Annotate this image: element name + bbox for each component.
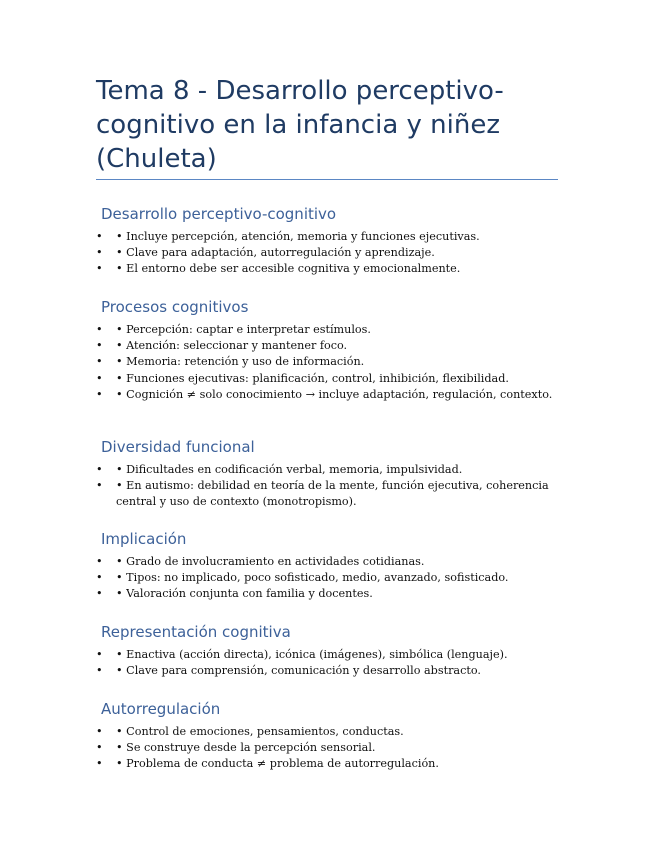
list-item: • • Cognición ≠ solo conocimiento → incluye adaptación, regulación, contexto. xyxy=(96,387,566,403)
section-heading xyxy=(96,529,566,551)
page-title: Tema 8 - Desarrollo perceptivo-cognitivo en la infancia y niñez (Chuleta) xyxy=(96,76,504,174)
bullet-marker: • xyxy=(96,323,103,336)
bullet-marker: • xyxy=(96,355,103,369)
section-heading xyxy=(96,699,566,721)
bullet-marker: • xyxy=(96,262,103,276)
title-divider xyxy=(96,179,558,180)
bullet-list xyxy=(96,724,566,773)
bullet-list xyxy=(96,462,566,511)
list-item: • • Memoria: retención y uso de información. xyxy=(96,354,566,370)
bullet-list xyxy=(96,647,566,679)
bullet-marker: • xyxy=(96,463,103,476)
section-autorregulacion xyxy=(96,699,566,773)
list-item: • • Percepción: captar e interpretar estímulos. xyxy=(96,322,566,338)
section-representacion xyxy=(96,622,566,679)
section-implicacion xyxy=(96,529,566,603)
list-item: • • Atención: seleccionar y mantener foco. xyxy=(96,338,566,354)
bullet-marker: • xyxy=(96,648,103,661)
section-heading xyxy=(96,204,566,226)
bullet-marker: • xyxy=(96,479,103,493)
list-item: • • Incluye percepción, atención, memoria y funciones ejecutivas. xyxy=(96,229,566,245)
list-item: • • Control de emociones, pensamientos, conductas. xyxy=(96,724,566,740)
bullet-marker: • xyxy=(96,246,103,260)
list-item: • • Clave para adaptación, autorregulación y aprendizaje. xyxy=(96,245,566,261)
section-heading-text: Autorregulación xyxy=(101,700,221,718)
bullet-marker: • xyxy=(96,664,103,678)
section-heading xyxy=(96,297,566,319)
bullet-marker: • xyxy=(96,387,103,401)
section-heading-text: Representación cognitiva xyxy=(101,623,291,641)
list-item: • • Enactiva (acción directa), icónica (imágenes), simbólica (lenguaje). xyxy=(96,647,566,663)
bullet-list xyxy=(96,554,566,603)
section-heading-text: Desarrollo perceptivo-cognitivo xyxy=(101,205,337,223)
list-item: • • Valoración conjunta con familia y docentes. xyxy=(96,586,566,602)
bullet-marker: • xyxy=(96,741,103,755)
list-item: • • Dificultades en codificación verbal, memoria, impulsividad. xyxy=(96,462,566,478)
section-diversidad xyxy=(96,437,566,511)
list-item: • • Grado de involucramiento en actividades cotidianas. xyxy=(96,554,566,570)
bullet-marker: • xyxy=(96,230,103,243)
section-heading-text: Procesos cognitivos xyxy=(101,298,249,316)
list-item: • • Funciones ejecutivas: planificación, control, inhibición, flexibilidad. xyxy=(96,371,566,387)
bullet-list xyxy=(96,322,566,403)
list-item: • • Clave para comprensión, comunicación y desarrollo abstracto. xyxy=(96,663,566,679)
list-item: • • Tipos: no implicado, poco sofisticado, medio, avanzado, sofisticado. xyxy=(96,570,566,586)
section-heading xyxy=(96,437,566,459)
bullet-list xyxy=(96,229,566,278)
bullet-marker: • xyxy=(96,571,103,585)
bullet-marker: • xyxy=(96,371,103,385)
list-item: • • Problema de conducta ≠ problema de autorregulación. xyxy=(96,756,566,772)
bullet-marker: • xyxy=(96,339,103,353)
section-desarrollo xyxy=(96,204,566,278)
section-heading-text: Implicación xyxy=(101,530,187,548)
bullet-marker: • xyxy=(96,555,103,568)
bullet-marker: • xyxy=(96,725,103,738)
list-item: • • El entorno debe ser accesible cognitiva y emocionalmente. xyxy=(96,261,566,277)
section-procesos xyxy=(96,297,566,403)
section-heading xyxy=(96,622,566,644)
bullet-marker: • xyxy=(96,757,103,771)
bullet-marker: • xyxy=(96,587,103,601)
list-item: • • Se construye desde la percepción sensorial. xyxy=(96,740,566,756)
section-heading-text: Diversidad funcional xyxy=(101,438,255,456)
list-item: • • En autismo: debilidad en teoría de la mente, función ejecutiva, coherencia central y uso de contexto (monotropismo). xyxy=(96,479,549,509)
